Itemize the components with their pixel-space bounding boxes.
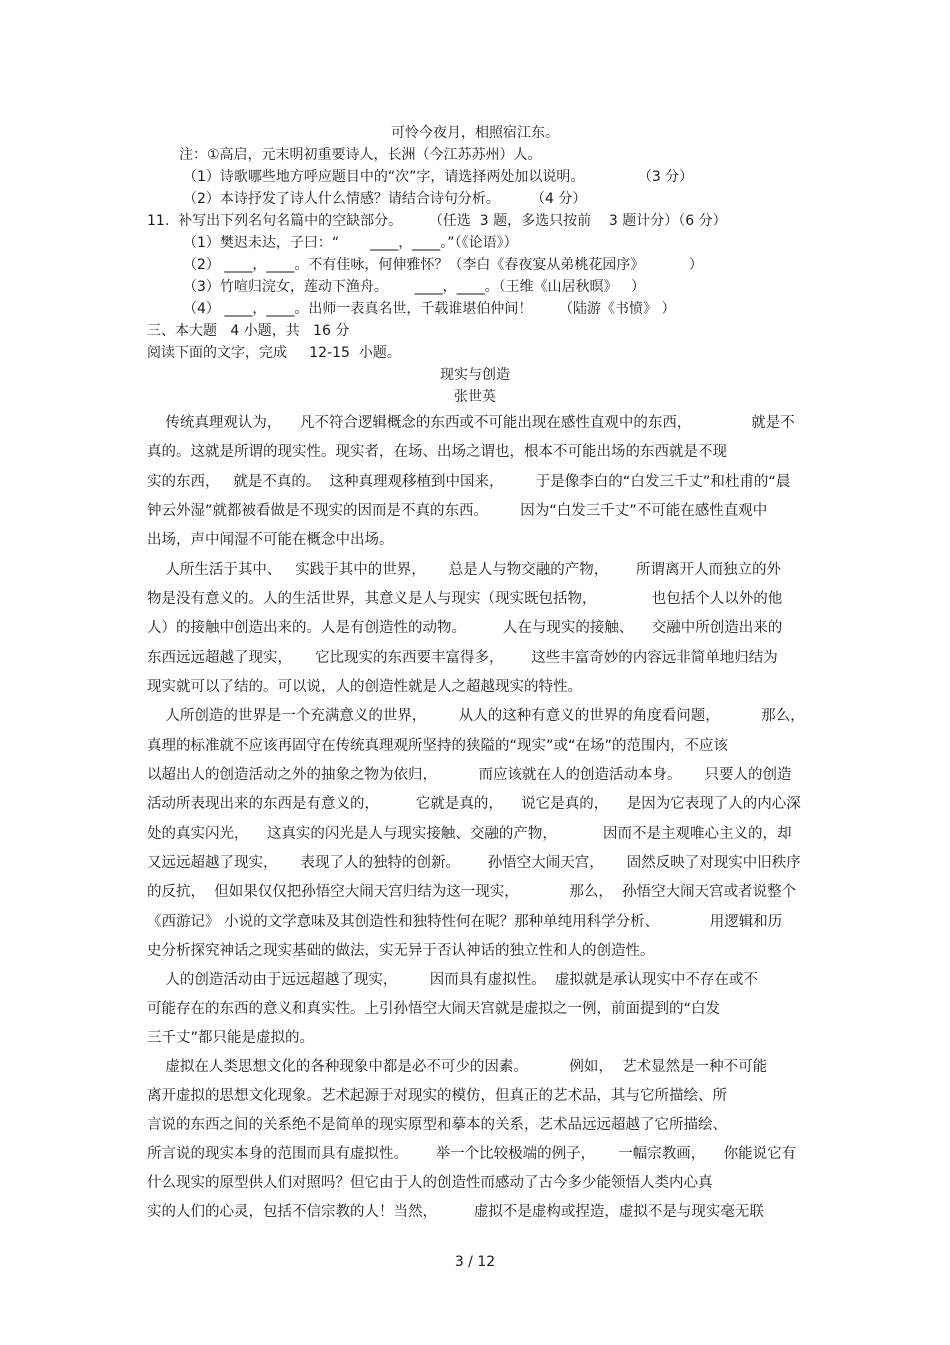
section-3-heading: 三、本大题 4 小题，共 16 分 bbox=[147, 323, 350, 339]
reading-instruction: 阅读下面的文字，完成 12-15 小题。 bbox=[147, 345, 401, 361]
article-line: 现实就可以了结的。可以说，人的创造性就是人之超越现实的特性。 bbox=[147, 679, 582, 695]
article-author: 张世英 bbox=[454, 389, 496, 405]
article-line: 人）的接触中创造出来的。人是有创造性的动物。 人在与现实的接触、 交融中所创造出来的 bbox=[147, 620, 783, 636]
article-line: 处的真实闪光， 这真实的闪光是人与现实接触、交融的产物， 因而不是主观唯心主义的，却 bbox=[147, 826, 792, 842]
article-line: 可能存在的东西的意义和真实性。上引孙悟空大闹天宫就是虚拟之一例，前面提到的“白发 bbox=[147, 1001, 721, 1017]
article-line: 《西游记》 小说的文学意味及其创造性和独特性何在呢？那种单纯用科学分析、 用逻辑和历 bbox=[147, 914, 783, 930]
article-line: 虚拟在人类思想文化的各种现象中都是必不可少的因素。 例如， 艺术显然是一种不可能 bbox=[147, 1059, 768, 1075]
poem-note: 注：①高启，元末明初重要诗人，长洲（今江苏苏州）人。 bbox=[179, 147, 542, 163]
article-line: 人的创造活动由于远远超越了现实， 因而具有虚拟性。 虚拟就是承认现实中不存在或不 bbox=[147, 972, 758, 988]
article-line: 言说的东西之间的关系绝不是简单的现实原型和摹本的关系，艺术品远远超越了它所描绘、 bbox=[147, 1117, 727, 1133]
question-11-item: （3）竹喧归浣女，莲动下渔舟。 ____，____。（王维《山居秋暝》 ） bbox=[183, 279, 645, 295]
question-10-1: （1）诗歌哪些地方呼应题目中的“次”字，请选择两处加以说明。 （3 分） bbox=[183, 169, 694, 185]
article-line: 三千丈”都只能是虚拟的。 bbox=[147, 1030, 315, 1046]
article-line: 真理的标准就不应该再固守在传统真理观所坚持的狭隘的“现实”或“在场”的范围内，不应该 bbox=[147, 738, 729, 754]
article-line: 传统真理观认为， 凡不符合逻辑概念的东西或不可能出现在感性直观中的东西， 就是不 bbox=[147, 415, 795, 431]
question-11-item: （1）樊迟未达，子曰：“ ____，____。”（《论语》） bbox=[183, 235, 518, 251]
article-line: 钟云外湿”就都被看做是不现实的因而是不真的东西。 因为“白发三千丈”不可能在感性直观中 bbox=[147, 503, 768, 519]
article-line: 的反抗， 但如果仅仅把孙悟空大闹天宫归结为这一现实， 那么， 孙悟空大闹天宫或者说整个 bbox=[147, 884, 797, 900]
article-line: 离开虚拟的思想文化现象。艺术起源于对现实的模仿，但真正的艺术品，其与它所描绘、所 bbox=[147, 1088, 727, 1104]
article-line: 史分析探究神话之现实基础的做法，实无异于否认神话的独立性和人的创造性。 bbox=[147, 943, 655, 959]
article-line: 实的人们的心灵，包括不信宗教的人！当然， 虚拟不是虚构或捏造，虚拟不是与现实毫无联 bbox=[147, 1204, 764, 1220]
question-11-stem: 11. 补写出下列名句名篇中的空缺部分。 （任选 3 题，多选只按前 3 题计分）（6 分） bbox=[147, 213, 727, 229]
article-line: 以超出人的创造活动之外的抽象之物为依归， 而应该就在人的创造活动本身。 只要人的创造 bbox=[147, 767, 792, 783]
article-line: 人所生活于其中、 实践于其中的世界， 总是人与物交融的产物， 所谓离开人而独立的外 bbox=[147, 562, 781, 578]
article-line: 什么现实的原型供人们对照吗？但它由于人的创造性而感动了古今多少能领悟人类内心真 bbox=[147, 1175, 713, 1191]
article-line: 物是没有意义的。人的生活世界，其意义是人与现实（现实既包括物， 也包括个人以外的他 bbox=[147, 591, 783, 607]
question-11-item: （2） ____，____。不有佳咏，何伸雅怀？（李白《春夜宴从弟桃花园序》 ） bbox=[183, 257, 703, 273]
poem-last-line: 可怜今夜月，相照宿江东。 bbox=[391, 125, 559, 141]
article-line: 活动所表现出来的东西是有意义的， 它就是真的， 说它是真的， 是因为它表现了人的内心深 bbox=[147, 796, 801, 812]
page-number: 3 / 12 bbox=[454, 1254, 496, 1270]
article-title: 现实与创造 bbox=[440, 367, 510, 383]
article-line: 东西远远超越了现实， 它比现实的东西要丰富得多， 这些丰富奇妙的内容远非简单地归结为 bbox=[147, 650, 778, 666]
article-line: 又远远超越了现实， 表现了人的独特的创新。 孙悟空大闹天宫， 固然反映了对现实中旧秩序 bbox=[147, 855, 801, 871]
question-11-item: （4） ____，____。出师一表真名世，千载谁堪伯仲间！ （陆游《书愤》 ） bbox=[183, 301, 676, 317]
question-10-2: （2）本诗抒发了诗人什么情感？请结合诗句分析。 （4 分） bbox=[183, 191, 587, 207]
article-line: 出场，声中闻湿不可能在概念中出场。 bbox=[147, 532, 394, 548]
article-line: 实的东西， 就是不真的。 这种真理观移植到中国来， 于是像李白的“白发三千丈”和杜甫的“晨 bbox=[147, 474, 791, 490]
article-line: 所言说的现实本身的范围而具有虚拟性。 举一个比较极端的例子， 一幅宗教画， 你能说它有 bbox=[147, 1146, 797, 1162]
article-line: 真的。这就是所谓的现实性。现实者，在场、出场之谓也，根本不可能出场的东西就是不现 bbox=[147, 444, 727, 460]
article-line: 人所创造的世界是一个充满意义的世界， 从人的这种有意义的世界的角度看问题， 那么， bbox=[147, 708, 805, 724]
